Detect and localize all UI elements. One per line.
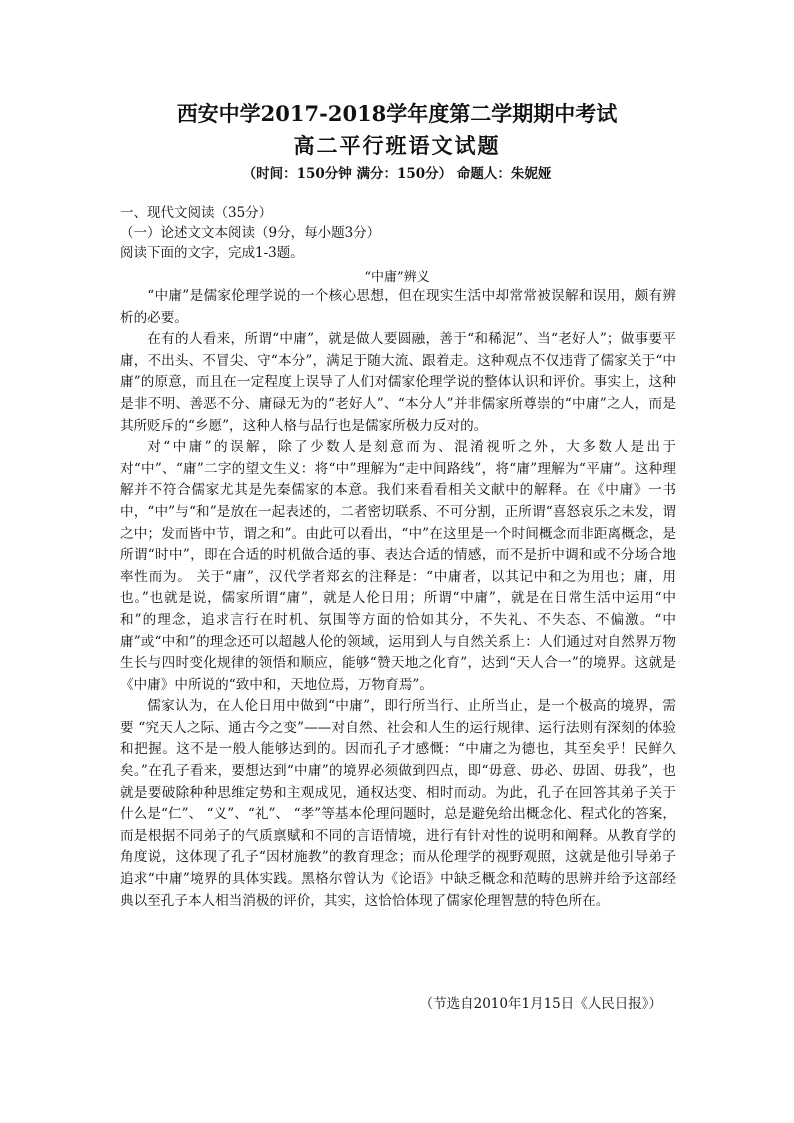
exam-subtitle: 高二平行班语文试题 xyxy=(293,133,501,158)
instruction: 阅读下面的文字，完成1-3题。 xyxy=(120,245,304,261)
exam-title: 西安中学2017-2018学年度第二学期期中考试 xyxy=(176,101,618,126)
exam-info: （时间：150分钟 满分：150分） 命题人：朱妮娅 xyxy=(242,166,552,182)
sub-heading: （一）论述文文本阅读（9分，每小题3分） xyxy=(120,225,381,241)
essay-paragraph: 在有的人看来，所谓“中庸”，就是做人要圆融，善于“和稀泥”、当“老好人”；做事要平庸，不出头、不冒尖、守“本分”，满足于随大流、跟着走。这种观点不仅违背了儒家关于“中庸”的原意，而且在一定程度上误导了人们对儒家伦理学说的整体认识和评价。事实上，这种是非不明、善恶不分、庸碌无为的“老好人”、“本分人”并非儒家所尊崇的“中庸”之人，而是其所贬斥的“乡愿”，这种人格与品行也是儒家所极力反对的。 xyxy=(120,331,676,434)
essay-paragraph: “中庸”是儒家伦理学说的一个核心思想，但在现实生活中却常常被误解和误用，颇有辨析的必要。 xyxy=(120,288,676,326)
essay-paragraph: 儒家认为，在人伦日用中做到“中庸”，即行所当行、止所当止，是一个极高的境界，需要 “究天人之际、通古今之变”——对自然、社会和人生的运行规律、运行法则有深刻的体验和把握。这不是一般人能够达到的。因而孔子才感慨：“中庸之为德也，其至矣乎！民鲜久矣。”在孔子看来，要想达到“中庸”的境界必须做到四点，即“毋意、毋必、毋固、毋我”，也就是要破除种种思维定势和主观成见，通权达变、相时而动。为此，孔子在回答其弟子关于什么是“仁”、 “义”、“礼”、 “孝”等基本伦理问题时，总是避免给出概念化、程式化的答案，而是根据不同弟子的气质禀赋和不同的言语情境，进行有针对性的说明和阐释。从教育学的角度说，这体现了孔子“因材施教”的教育理念；而从伦理学的视野观照，这就是他引导弟子追求“中庸”境界的具体实践。黑格尔曾认为《论语》中缺乏概念和范畴的思辨并给予这部经典以至孔子本人相当消极的评价，其实，这恰恰体现了儒家伦理智慧的特色所在。 xyxy=(120,698,676,909)
essay-title: “中庸”辨义 xyxy=(364,270,430,285)
part-heading: 一、现代文阅读（35分） xyxy=(120,205,273,221)
essay-paragraph: 对“中庸”的误解，除了少数人是刻意而为、混淆视听之外，大多数人是出于对“中”、“庸”二字的望文生义：将“中”理解为“走中间路线”，将“庸”理解为“平庸”。这种理解并不符合儒家尤其是先秦儒家的本意。我们来看看相关文献中的解释。在《中庸》一书中，“中”与“和”是放在一起表述的，二者密切联系、不可分割，正所谓“喜怒哀乐之未发，谓之中；发而皆中节，谓之和”。由此可以看出，“中”在这里是一个时间概念而非距离概念，是所谓“时中”，即在合适的时机做合适的事、表达合适的情感，而不是折中调和或不分场合地率性而为。 关于“庸”，汉代学者郑玄的注释是：“中庸者，以其记中和之为用也；庸，用也。”也就是说，儒家所谓“庸”，就是人伦日用；所谓“中庸”，就是在日常生活中运用“中和”的理念，追求言行在时机、氛围等方面的恰如其分，不失礼、不失态、不偏激。“中庸”或“中和”的理念还可以超越人伦的领域，运用到人与自然关系上：人们通过对自然界万物生长与四时变化规律的领悟和顺应，能够“赞天地之化育”，达到“天人合一”的境界。这就是《中庸》中所说的“致中和，天地位焉，万物育焉”。 xyxy=(120,439,676,693)
essay-source: （节选自2010年1月15日《人民日报》） xyxy=(419,996,662,1012)
essay-body xyxy=(120,286,676,912)
